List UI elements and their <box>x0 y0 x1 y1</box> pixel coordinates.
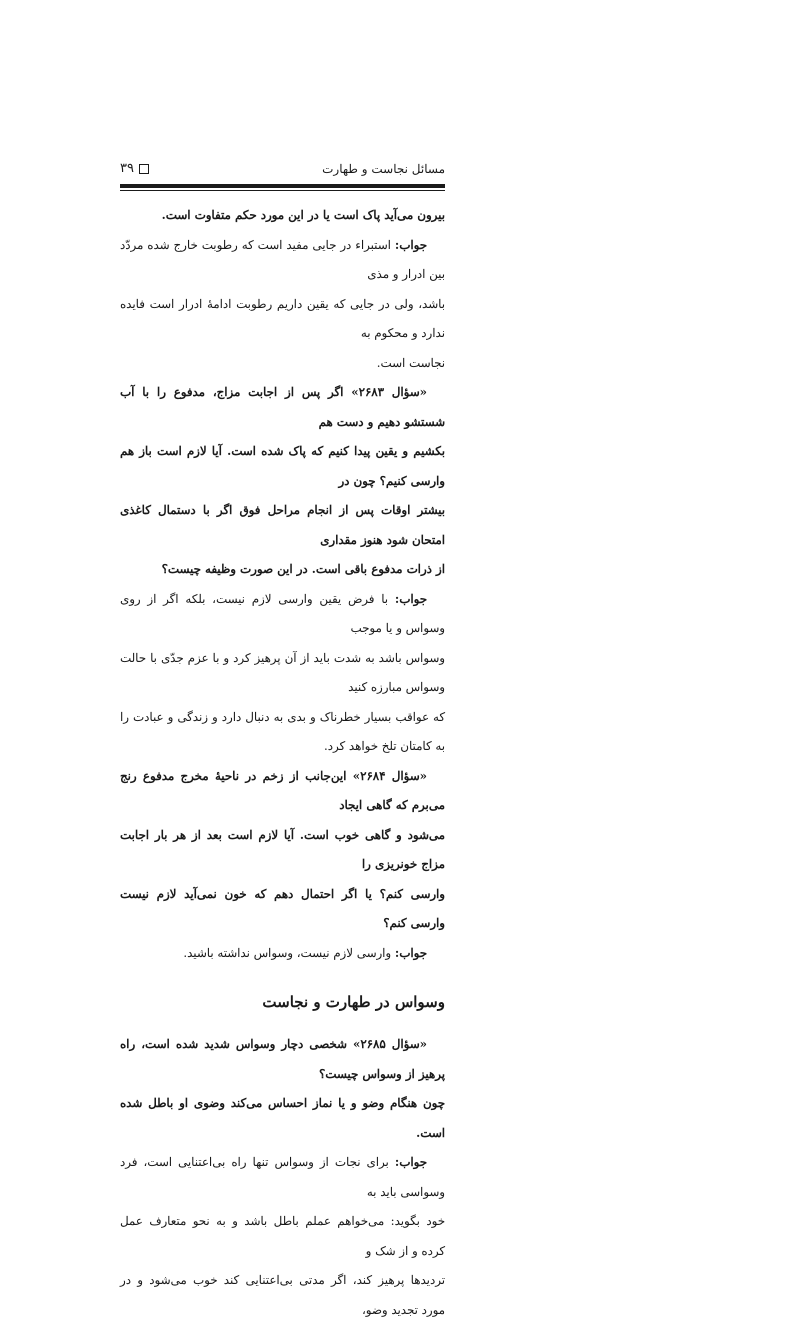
question-paragraph: «سؤال ۲۶۸۳» اگر پس از اجابت مزاج، مدفوع را با آب شستشو دهیم و دست هم بکشیم و یقین پیدا کنیم که پاک شده است. آیا لازم است باز هم وارسی کنیم؟ چون در بیشتر اوقات پس از انجام مراحل فوق اگر با دستمال کاغذی امتحان شود هنوز مقداری از ذرات مدفوع باقی است. در این صورت وظیفه چیست؟ <box>120 385 445 576</box>
page-number-block <box>120 161 149 176</box>
answer-paragraph <box>120 585 445 762</box>
answer-text: برای نجات از وسواس تنها راه بی‌اعتنایی است، فرد وسواسی باید به خود بگوید: می‌خواهم عملم باطل باشد و به نحو متعارف عمل کرده و از شک و تردیدها پرهیز کند، اگر مدتی بی‌اعتنایی کند خوب می‌شود و در مورد تجدید وضو، <box>120 1155 445 1317</box>
answer-text: استبراء در جایی مفید است که رطوبت خارج شده مردّد بین ادرار و مذی باشد، ولی در جایی که یقین داریم رطوبت ادامهٔ ادرار است فایده ندارد و محکوم به نجاست است. <box>120 237 445 370</box>
answer-paragraph <box>120 939 445 969</box>
page-number: ۳۹ <box>120 161 134 176</box>
running-title: مسائل نجاست و طهارت <box>322 162 445 176</box>
square-ornament-icon <box>139 164 149 174</box>
question-paragraph: «سؤال ۲۶۸۵» شخصی دچار وسواس شدید شده است، راه پرهیز از وسواس چیست؟ چون هنگام وضو و یا نماز احساس می‌کند وضوی او باطل شده است. <box>120 1037 445 1140</box>
header-rule-thick <box>120 184 445 188</box>
answer-paragraph <box>120 1148 445 1325</box>
answer-text: با فرض یقین وارسی لازم نیست، بلکه اگر از روی وسواس و یا موجب وسواس باشد به شدت باید از آن پرهیز کرد و با عزم جدّی با حالت وسواس مبارزه کنید که عواقب بسیار خطرناک و بدی به دنبال دارد و زندگی و عبادت را به کامتان تلخ خواهد کرد. <box>120 591 445 753</box>
running-header <box>120 140 445 176</box>
answer-paragraph <box>120 231 445 379</box>
answer-label: جواب: <box>394 237 427 252</box>
question-paragraph: «سؤال ۲۶۸۴» این‌جانب از زخم در ناحیهٔ مخرج مدفوع رنج می‌برم که گاهی ایجاد می‌شود و گاهی خوب است. آیا لازم است بعد از هر بار اجابت مزاج خونریزی را وارسی کنم؟ یا اگر احتمال دهم که خون نمی‌آید لازم نیست وارسی کنم؟ <box>120 768 445 930</box>
answer-label: جواب: <box>394 591 427 606</box>
book-page <box>120 140 445 1325</box>
answer-label: جواب: <box>394 1155 427 1169</box>
answer-text: وارسی لازم نیست، وسواس نداشته باشید. <box>183 945 395 960</box>
question-continuation: بیرون می‌آید پاک است یا در این مورد حکم متفاوت است. <box>161 208 445 222</box>
header-rule-thin <box>120 190 445 191</box>
answer-label: جواب: <box>394 945 427 960</box>
section-heading: وسواس در طهارت و نجاست <box>262 993 445 1011</box>
